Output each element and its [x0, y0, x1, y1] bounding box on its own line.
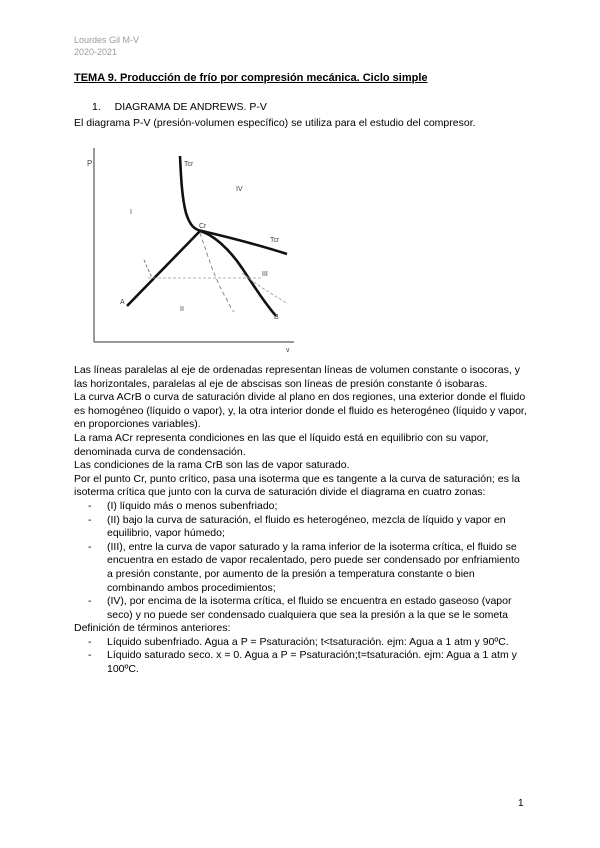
dashed-curve-inner [200, 233, 234, 312]
header-year: 2020-2021 [74, 47, 118, 57]
document-body [74, 364, 528, 677]
intro-paragraph: El diagrama P-V (presión-volumen específico) se utiliza para el estudio del compresor. [74, 117, 476, 129]
section-heading [92, 101, 267, 113]
list-item [74, 541, 528, 595]
paragraph-vapor-saturated: Las condiciones de la rama CrB son las de vapor saturado. [74, 459, 350, 472]
list-marker: - [88, 499, 92, 512]
zones-list [74, 500, 528, 622]
zone-text: (IV), por encima de la isoterma crítica, el fluido se encuentra en estado gaseoso (vapor seco) y no puede ser condensado cualquiera que sea la presión a la que se le someta [107, 595, 512, 621]
zone-text: (III), entre la curva de vapor saturado y la rama inferior de la isoterma crítica, el fluido se encuentra en estado de vapor recalentado, pero puede ser condensado por enfriamiento a presión constante, por aumento de la presión a temperatura constante o bien combinando ambos procedimientos; [107, 540, 520, 594]
zone-iv-label: IV [236, 186, 243, 193]
document-title: TEMA 9. Producción de frío por compresión mecánica. Ciclo simple [74, 72, 428, 84]
zone-i-label: I [130, 209, 132, 216]
critical-point-label: Cr [199, 223, 207, 230]
liquid-saturation-branch [127, 231, 200, 306]
tcr-label-top: Tcr [184, 161, 194, 168]
list-marker: - [88, 540, 92, 553]
list-marker: - [88, 595, 92, 608]
definition-text: Líquido subenfriado. Agua a P = Psaturación; t<tsaturación. ejm: Agua a 1 atm y 90ºC. [107, 635, 509, 648]
paragraph-saturation-curve: La curva ACrB o curva de saturación divide al plano en dos regiones, una exterior donde el fluido es homogéneo (líquido o vapor), y, la otra interior donde el fluido es heterogéneo (líquido y vapor, en proporciones variables). [74, 391, 527, 431]
page-number: 1 [518, 798, 524, 809]
paragraph-condensation: La rama ACr representa condiciones en las que el líquido está en equilibrio con su vapor, denominada curva de condensación. [74, 431, 489, 458]
list-item [74, 514, 528, 541]
point-b-label: B [274, 314, 279, 321]
zone-ii-label: II [180, 306, 184, 313]
page-header [74, 34, 139, 58]
section-number: 1. [92, 101, 101, 113]
andrews-diagram [82, 138, 302, 360]
section-title: DIAGRAMA DE ANDREWS. P-V [114, 101, 267, 113]
list-marker: - [88, 649, 92, 662]
point-a-label: A [120, 299, 125, 306]
list-item [74, 595, 528, 622]
x-axis-label: v [286, 347, 290, 354]
zone-text: (I) líquido más o menos subenfriado; [107, 499, 278, 512]
list-marker: - [88, 513, 92, 526]
paragraph-definitions-heading: Definición de términos anteriores: [74, 622, 231, 635]
list-item [74, 500, 528, 514]
andrews-diagram-svg [82, 138, 302, 360]
tcr-label-right: Tcr [270, 237, 280, 244]
zone-iii-label: III [262, 271, 268, 278]
list-item [74, 636, 528, 650]
header-author: Lourdes Gil M-V [74, 35, 140, 45]
list-item [74, 649, 528, 676]
definition-text: Líquido saturado seco. x = 0. Agua a P = Psaturación;t=tsaturación. ejm: Agua a 1 atm y 100ºC. [107, 649, 517, 676]
list-marker: - [88, 635, 92, 648]
dashed-line-left [144, 260, 152, 278]
y-axis-label: P [87, 159, 93, 168]
paragraph-isocoras: Las líneas paralelas al eje de ordenadas representan líneas de volumen constante o isocoras, y las horizontales, paralelas al eje de abscisas son líneas de presión constante ó isobaras. [74, 364, 520, 390]
paragraph-critical-point: Por el punto Cr, punto crítico, pasa una isoterma que es tangente a la curva de saturación; es la isoterma crítica que junto con la curva de saturación divide el diagrama en cuatro zonas: [74, 472, 520, 499]
definitions-list [74, 636, 528, 677]
zone-text: (II) bajo la curva de saturación, el fluido es heterogéneo, mezcla de líquido y vapor en equilibrio, vapor húmedo; [107, 513, 506, 540]
